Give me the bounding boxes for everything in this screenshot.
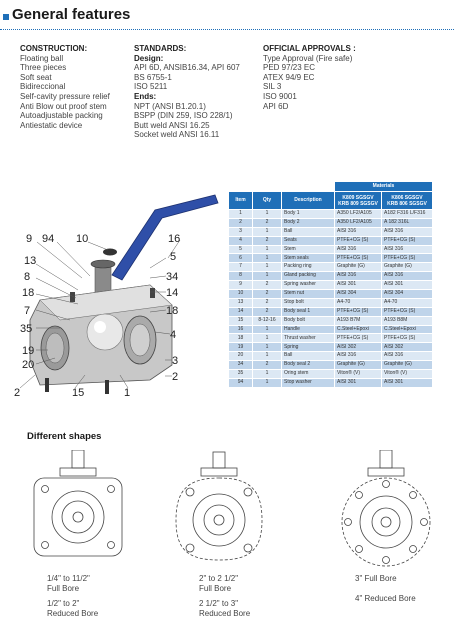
table-cell: 4 [229,236,253,245]
table-cell: Packing ring [282,263,335,272]
table-cell: 3 [229,227,253,236]
table-row [229,361,433,370]
table-cell: 6 [229,254,253,263]
table-cell: A350 LF2/A105 [335,210,382,219]
materials-table [228,181,433,388]
approvals-heading: OFFICIAL APPROVALS : [263,44,356,53]
mounting-shapes-drawings [0,450,454,570]
callout-label: 3 [172,355,179,367]
table-cell: 2 [253,236,282,245]
col-header-k806-line1: K806 SGSGV [391,194,423,201]
table-cell: AISI 304 [335,290,382,299]
callout-label: 15 [72,387,85,399]
construction-item: Self-cavity pressure relief [20,91,110,101]
col-header-item: Item [229,192,253,210]
table-cell: 1 [253,325,282,334]
table-row [229,307,433,316]
table-cell: 8-12-16 [253,316,282,325]
table-cell: 1 [253,334,282,343]
callout-label: 7 [24,305,31,317]
valve-cutaway-diagram [0,180,228,430]
table-cell: A350 LF2/A105 [335,218,382,227]
table-cell: AISI 301 [382,378,433,387]
table-cell: 16 [229,325,253,334]
table-cell: Body 2 [282,218,335,227]
construction-item: Bidireccional [20,82,66,92]
ends-item: NPT (ANSI B1.20.1) [134,101,206,111]
callout-label: 9 [26,233,33,245]
callout-label: 8 [24,271,31,283]
table-cell: 14 [229,307,253,316]
table-row [229,210,433,219]
table-cell: PTFE+CG (S) [335,334,382,343]
col-header-k809-line1: K809 SGSGV [342,194,374,201]
construction-heading: CONSTRUCTION: [20,44,88,53]
callout-label: 94 [42,233,55,245]
table-cell: 2 [229,218,253,227]
table-cell: Stem seals [282,254,335,263]
table-row [229,334,433,343]
approval-item: ATEX 94/9 EC [263,72,315,82]
table-cell: AISI 302 [382,343,433,352]
shape-caption-3: 3" Full Bore 4" Reduced Bore [355,574,416,603]
approval-item: ISO 9001 [263,91,297,101]
table-cell: 1 [253,263,282,272]
table-cell: 34 [229,361,253,370]
table-cell: PTFE+CG (S) [382,236,433,245]
callout-label: 5 [170,251,177,263]
table-cell: AISI 316 [335,227,382,236]
approval-item: API 6D [263,101,289,111]
shape-caption-2: 2" to 2 1/2" Full Bore 2 1/2" to 3" Reduced Bore [199,574,251,618]
table-row [229,245,433,254]
table-cell: 2 [253,218,282,227]
callout-label: 4 [170,329,177,341]
approval-item: PED 97/23 EC [263,63,316,73]
callout-label: 14 [166,287,179,299]
table-cell: C.Steel+Epoxi [335,325,382,334]
header-square-icon [3,14,9,20]
table-cell: C.Steel+Epoxi [382,325,433,334]
table-cell: 2 [253,361,282,370]
callout-label: 34 [166,271,179,283]
col-header-description: Description [282,192,335,210]
table-cell: Ball [282,227,335,236]
table-row [229,218,433,227]
table-cell: Oring stem [282,370,335,379]
table-row [229,325,433,334]
handle-lever [112,195,218,280]
table-cell: 10 [229,290,253,299]
table-cell: 2 [253,281,282,290]
ends-label: Ends: [134,91,157,101]
approvals-section [263,44,356,111]
col-header-k809-line2: KRB 809 SGSGV [338,200,378,207]
table-cell: 1 [253,227,282,236]
callout-label: 18 [166,305,179,317]
shape-caption-1: 1/4" to 11/2" Full Bore 1/2" to 2" Reduced Bore [47,574,99,618]
col-header-k809 [335,192,382,210]
construction-item: Antiestatic device [20,120,83,130]
table-cell: 20 [229,352,253,361]
cross-flange-drawing [176,452,262,560]
table-cell: AISI 301 [335,281,382,290]
table-cell: Stop bolt [282,298,335,307]
callout-label: 2 [172,371,179,383]
table-row [229,236,433,245]
table-cell: Ball [282,352,335,361]
table-cell: Body seal 2 [282,361,335,370]
table-cell: 1 [253,378,282,387]
table-cell: Stem [282,245,335,254]
header-divider [0,29,454,30]
shapes-title: Different shapes [27,431,102,442]
table-cell: Body seal 1 [282,307,335,316]
construction-item: Soft seat [20,72,52,82]
table-cell: Spring washer [282,281,335,290]
table-row [229,378,433,387]
table-cell: 35 [229,370,253,379]
approval-item: Type Approval (Fire safe) [263,53,353,63]
design-label: Design: [134,53,164,63]
table-cell: Body 1 [282,210,335,219]
table-cell: 9 [229,281,253,290]
construction-item: Anti Blow out proof stem [20,101,107,111]
table-cell: AISI 316 [382,272,433,281]
materials-group-header: Materials [335,182,433,192]
ends-item: Butt weld ANSI 16.25 [134,120,210,130]
table-cell: Thrust washer [282,334,335,343]
construction-item: Floating ball [20,53,64,63]
table-row [229,343,433,352]
table-cell: PTFE+CG (S) [335,307,382,316]
table-cell: A182 F316 L/F316 [382,210,433,219]
callout-label: 10 [76,233,89,245]
table-cell: 1 [253,370,282,379]
table-cell: PTFE+CG (S) [382,254,433,263]
table-row [229,281,433,290]
table-cell: 2 [253,290,282,299]
table-cell: Body bolt [282,316,335,325]
design-item: BS 6755-1 [134,72,172,82]
design-item: ISO 5211 [134,82,168,92]
table-row [229,316,433,325]
table-row [229,370,433,379]
table-cell: Stem nut [282,290,335,299]
callout-label: 18 [22,287,35,299]
table-cell: Graphite (G) [382,263,433,272]
table-cell: Stop washer [282,378,335,387]
table-cell: 1 [253,210,282,219]
table-cell: A4-70 [382,298,433,307]
table-cell: 7 [229,263,253,272]
table-cell: Seats [282,236,335,245]
table-cell: A193 B7M [335,316,382,325]
table-cell: 5 [229,245,253,254]
table-cell: A4-70 [335,298,382,307]
table-cell: 1 [229,210,253,219]
table-row [229,263,433,272]
callout-label: 19 [22,345,35,357]
table-cell: A193 B8M [382,316,433,325]
table-row [229,272,433,281]
callout-label: 16 [168,233,181,245]
construction-section [20,44,110,130]
table-cell: Viton® (V) [382,370,433,379]
design-item: API 6D, ANSIB16.34, API 607 [134,63,240,73]
table-cell: 1 [253,352,282,361]
standards-section [134,44,240,140]
table-cell: AISI 316 [382,227,433,236]
round-flange-drawing [342,450,430,566]
table-cell: AISI 316 [382,245,433,254]
table-cell: AISI 316 [335,352,382,361]
table-cell: Handle [282,325,335,334]
table-cell: 13 [229,298,253,307]
callout-label: 35 [20,323,33,335]
table-cell: Viton® (V) [335,370,382,379]
table-cell: AISI 316 [335,245,382,254]
table-cell: 1 [253,272,282,281]
table-cell: Spring [282,343,335,352]
table-cell: AISI 301 [382,281,433,290]
table-cell: 8 [229,272,253,281]
callout-label: 20 [22,359,35,371]
callout-label: 13 [24,255,37,267]
table-cell: Graphite (G) [335,361,382,370]
table-cell: 2 [253,298,282,307]
table-cell: AISI 316 [382,352,433,361]
table-cell: PTFE+CG (S) [335,236,382,245]
table-cell: 1 [253,343,282,352]
table-cell: 2 [253,307,282,316]
col-header-k806 [382,192,433,210]
table-cell: AISI 304 [382,290,433,299]
callout-label: 2 [14,387,21,399]
construction-item: Autoadjustable packing [20,111,103,121]
table-cell: AISI 302 [335,343,382,352]
table-row [229,254,433,263]
callout-label: 1 [124,387,131,399]
table-cell: Gland packing [282,272,335,281]
table-cell: PTFE+CG (S) [382,334,433,343]
square-flange-drawing [34,450,122,556]
table-cell: AISI 316 [335,272,382,281]
table-cell: PTFE+CG (S) [335,254,382,263]
table-cell: PTFE+CG (S) [382,307,433,316]
table-cell: 94 [229,378,253,387]
table-row [229,227,433,236]
table-cell: Graphite (G) [335,263,382,272]
table-row [229,290,433,299]
ends-item: BSPP (DIN 259, ISO 228/1) [134,111,233,121]
table-cell: 15 [229,316,253,325]
table-row [229,352,433,361]
table-cell: 1 [253,254,282,263]
table-cell: 18 [229,334,253,343]
table-cell: 1 [253,245,282,254]
table-cell: AISI 301 [335,378,382,387]
ends-item: Socket weld ANSI 16.11 [134,130,220,140]
table-cell: A 182 316L [382,218,433,227]
construction-item: Three pieces [20,63,67,73]
table-row [229,298,433,307]
approval-item: SIL 3 [263,82,282,92]
page-title: General features [12,6,131,23]
col-header-qty: Qty [253,192,282,210]
table-cell: Graphite (G) [382,361,433,370]
col-header-k806-line2: KRB 806 SGSGV [387,200,427,207]
standards-heading: STANDARDS: [134,44,187,53]
table-cell: 19 [229,343,253,352]
